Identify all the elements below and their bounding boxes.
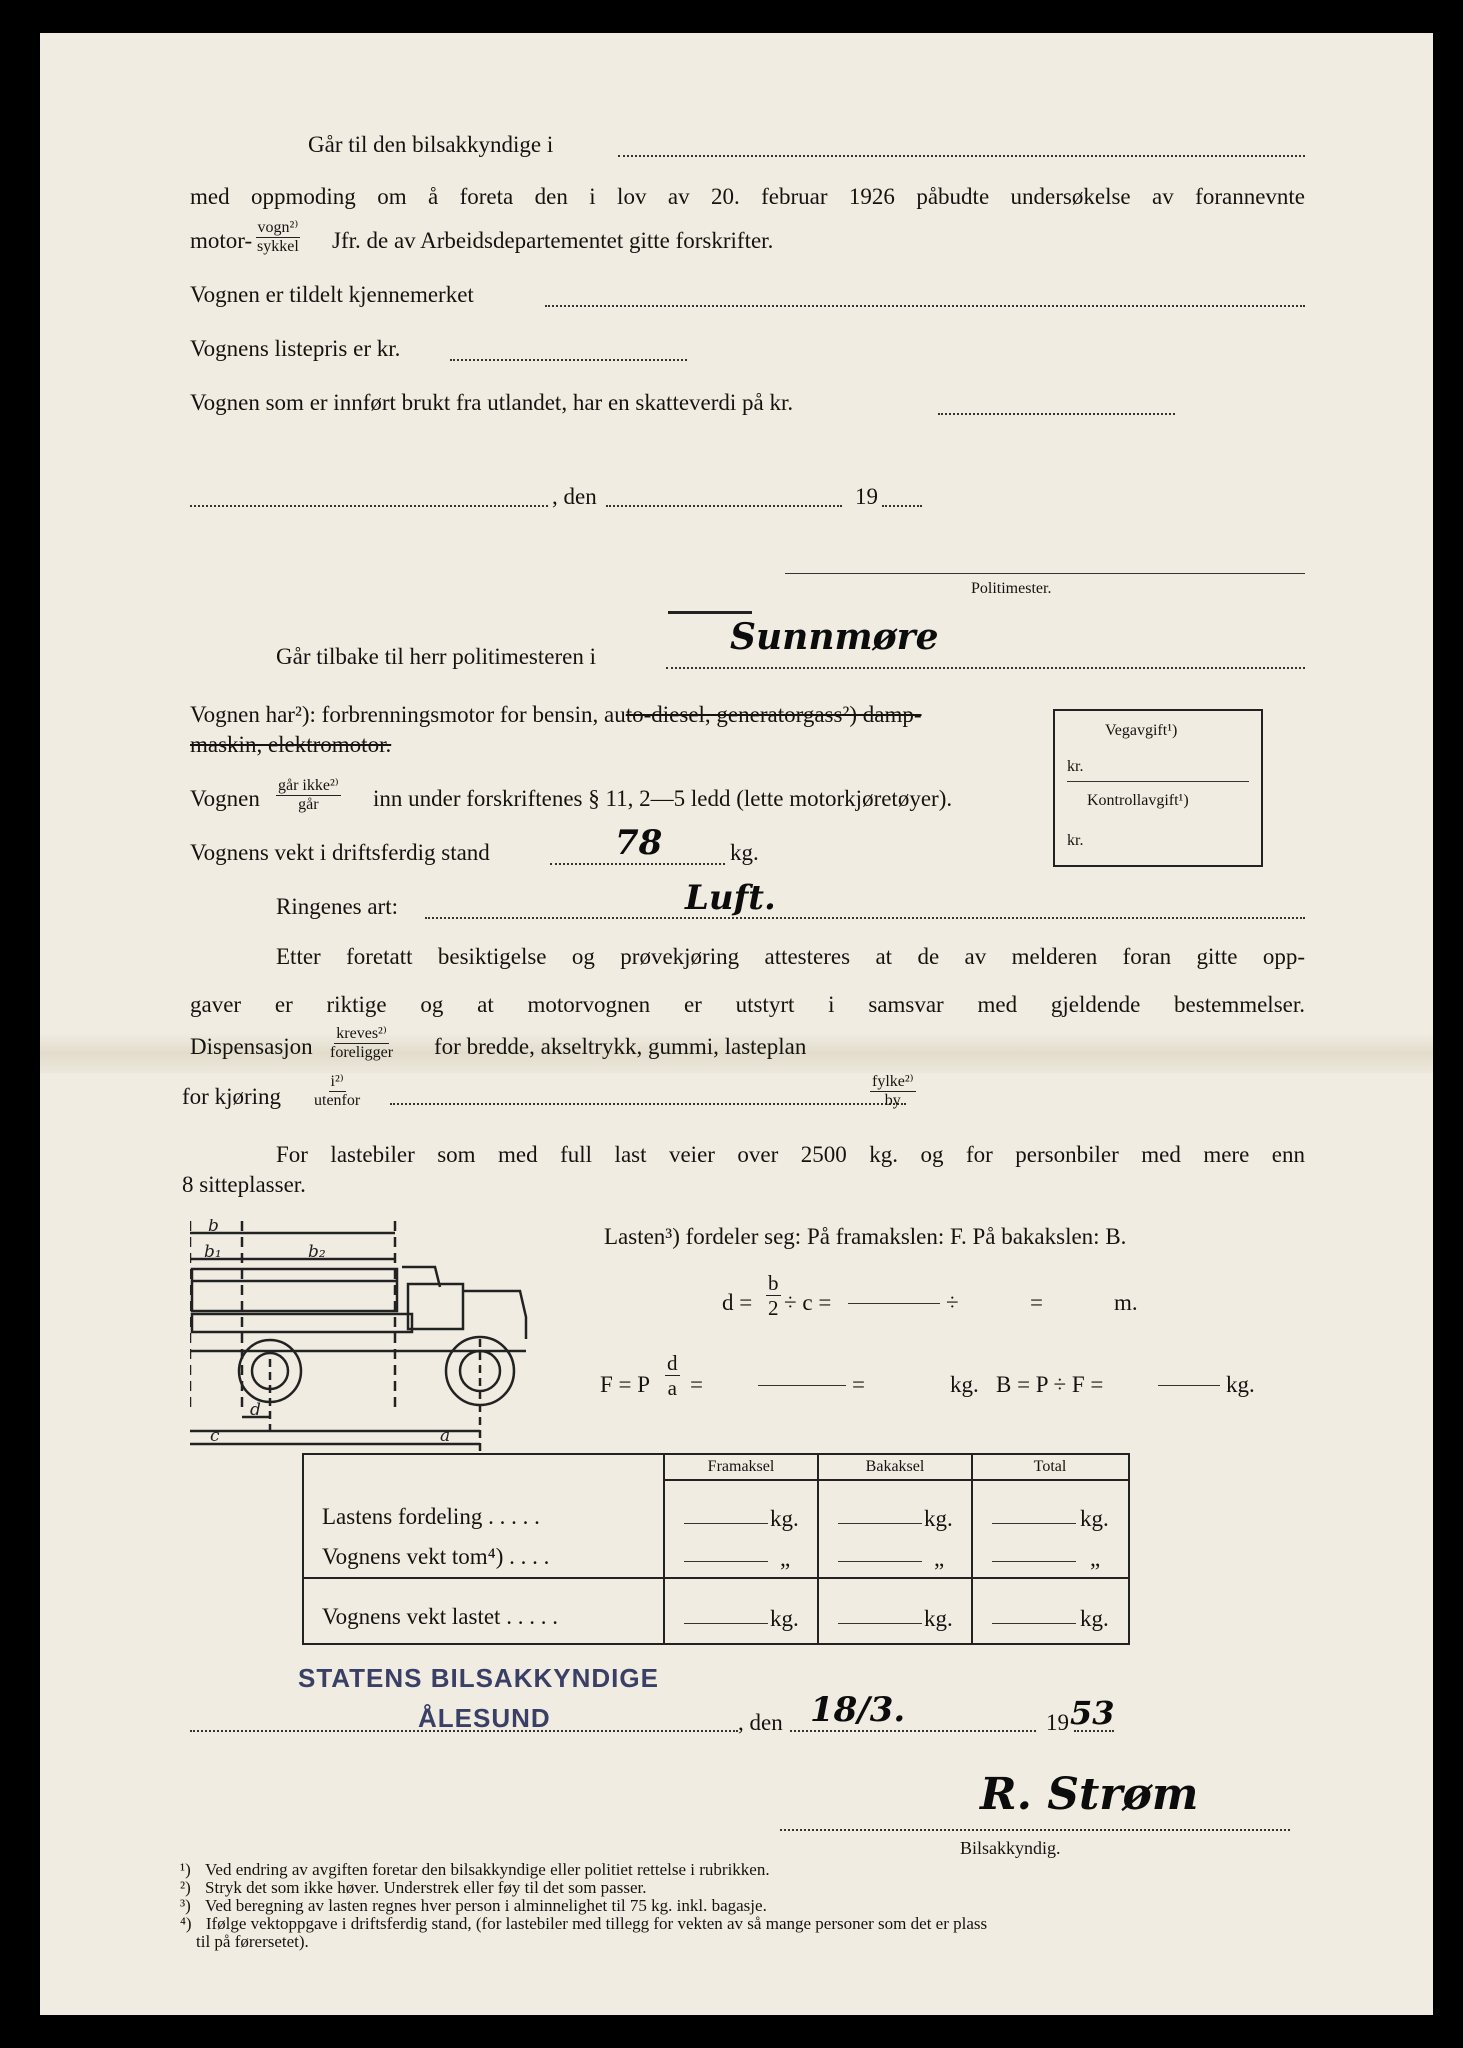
table-unit-r3-c3: kg. bbox=[1080, 1606, 1109, 1631]
diagram-label-c: c bbox=[210, 1426, 220, 1446]
lastebil-intro-2: 8 sitteplasser. bbox=[182, 1172, 306, 1197]
kjoring-field[interactable] bbox=[390, 1103, 906, 1105]
disp-suffix: for bredde, akseltrykk, gummi, lasteplan bbox=[434, 1034, 807, 1059]
gaar-fraction bbox=[276, 777, 341, 815]
document-page bbox=[40, 33, 1433, 2015]
return-handwritten: Sunnmøre bbox=[730, 616, 939, 658]
ring-field[interactable] bbox=[425, 917, 1305, 919]
table-cell-r2-c1[interactable] bbox=[684, 1561, 768, 1562]
table-col-divider-3 bbox=[971, 1455, 973, 1643]
formula-d-field1[interactable] bbox=[848, 1303, 940, 1304]
formula-b: B = P ÷ F = bbox=[996, 1372, 1104, 1397]
kjoring-frac-bottom: utenfor bbox=[314, 1092, 361, 1110]
formula-f-eq2: = bbox=[852, 1372, 865, 1397]
motor-prefix: motor- bbox=[190, 228, 253, 253]
stamp-line-2: ÅLESUND bbox=[418, 1703, 551, 1733]
lastebil-intro-1: For lastebiler som med full last veier over 2500 kg. og for personbiler med mere enn bbox=[276, 1142, 1305, 1167]
formula-f-num: d bbox=[667, 1351, 678, 1375]
vegavgift-label: Vegavgift¹) bbox=[1105, 722, 1178, 739]
vekt-label: Vognens vekt i driftsferdig stand bbox=[190, 840, 490, 865]
engine-intro: Vognen har²): forbrenningsmotor for bensin, au bbox=[190, 702, 626, 727]
section-divider bbox=[668, 611, 752, 614]
table-cell-r3-c1[interactable] bbox=[684, 1623, 768, 1624]
motor-frac-top: vogn²⁾ bbox=[256, 219, 301, 238]
fee-box bbox=[1053, 709, 1263, 867]
formula-d-num: b bbox=[768, 1271, 779, 1295]
vegavgift-kr: kr. bbox=[1067, 758, 1084, 775]
ring-handwritten: Luft. bbox=[685, 878, 776, 918]
date-field[interactable] bbox=[606, 505, 842, 507]
place-field[interactable] bbox=[190, 505, 548, 507]
footnote-3-text: Ved beregning av lasten regnes hver person i alminnelighet til 75 kg. inkl. bagasje. bbox=[205, 1896, 767, 1915]
formula-d-unit: m. bbox=[1114, 1290, 1138, 1315]
engine-struck-1: to-diesel, generatorgass²) damp- bbox=[625, 702, 922, 727]
table-col-divider-1 bbox=[663, 1455, 665, 1643]
table-unit-r2-c2: „ bbox=[934, 1546, 945, 1571]
truck-diagram bbox=[190, 1219, 600, 1459]
formula-d-rest: ÷ c = bbox=[784, 1290, 832, 1315]
bilsakkyndige-label: Går til den bilsakkyndige i bbox=[308, 132, 554, 157]
stamp-line-1: STATENS BILSAKKYNDIGE bbox=[298, 1663, 659, 1693]
footnote-2 bbox=[180, 1879, 987, 1897]
attest-line2: gaver er riktige og at motorvognen er utstyrt i samsvar med gjeldende bestemmelser. bbox=[190, 992, 1305, 1017]
forskrifter-text: Jfr. de av Arbeidsdepartementet gitte forskrifter. bbox=[332, 228, 774, 253]
sig-year-prefix: 19 bbox=[1046, 1710, 1069, 1735]
footnote-1 bbox=[180, 1861, 987, 1879]
table-row-label-3: Vognens vekt lastet . . . . . bbox=[322, 1604, 558, 1629]
formula-d-den: 2 bbox=[768, 1296, 779, 1321]
footnote-4-mark: ⁴) bbox=[180, 1914, 192, 1933]
sig-date-handwritten: 18/3. bbox=[810, 1690, 906, 1730]
attest-line1: Etter foretatt besiktigelse og prøvekjøring attesteres at de av melderen foran gitte opp- bbox=[276, 944, 1305, 969]
sig-year-handwritten: 53 bbox=[1070, 1694, 1115, 1732]
table-row-label-1: Lastens fordeling . . . . . bbox=[322, 1504, 540, 1529]
den-label: , den bbox=[552, 484, 597, 509]
gaar-prefix: Vognen bbox=[190, 786, 260, 811]
formula-d-div: ÷ bbox=[946, 1290, 959, 1315]
table-unit-r3-c2: kg. bbox=[924, 1606, 953, 1631]
disp-prefix: Dispensasjon bbox=[190, 1034, 313, 1059]
formula-d-lhs: d = bbox=[722, 1290, 753, 1315]
kjennemerke-field[interactable] bbox=[545, 305, 1305, 307]
vekt-unit: kg. bbox=[730, 840, 759, 865]
table-unit-r1-c1: kg. bbox=[770, 1506, 799, 1531]
fylke-frac-top: fylke²⁾ bbox=[870, 1073, 916, 1092]
table-col-divider-2 bbox=[817, 1455, 819, 1643]
diagram-label-b: b bbox=[208, 1219, 219, 1236]
sig-date-field[interactable] bbox=[790, 1730, 1036, 1732]
formula-f-lhs: F = P bbox=[600, 1372, 651, 1397]
politimester-signature-line[interactable] bbox=[785, 573, 1305, 574]
diagram-label-b2: b₂ bbox=[308, 1242, 326, 1262]
formula-b-kg: kg. bbox=[1226, 1372, 1255, 1397]
footnote-3 bbox=[180, 1897, 987, 1915]
table-cell-r1-c3[interactable] bbox=[992, 1523, 1076, 1524]
formula-f-field[interactable] bbox=[758, 1385, 846, 1386]
table-total-rule bbox=[304, 1577, 1128, 1579]
diagram-label-d: d bbox=[250, 1400, 261, 1420]
return-field[interactable] bbox=[666, 667, 1305, 669]
table-cell-r1-c1[interactable] bbox=[684, 1523, 768, 1524]
kjoring-frac-top: i²⁾ bbox=[329, 1073, 346, 1092]
table-cell-r2-c2[interactable] bbox=[838, 1561, 922, 1562]
formula-f-fraction bbox=[665, 1351, 680, 1400]
return-label: Går tilbake til herr politimesteren i bbox=[276, 644, 596, 669]
engine-struck-2: maskin, elektromotor. bbox=[190, 732, 392, 757]
engine-text-line1 bbox=[190, 703, 922, 726]
table-unit-r1-c3: kg. bbox=[1080, 1506, 1109, 1531]
footnote-4-cont-text: til på førersetet). bbox=[196, 1932, 309, 1951]
table-header-bakaksel: Bakaksel bbox=[865, 1458, 925, 1475]
table-unit-r3-c1: kg. bbox=[770, 1606, 799, 1631]
fylke-frac-bottom: by bbox=[884, 1092, 901, 1110]
inspector-signature: R. Strøm bbox=[980, 1769, 1199, 1820]
motor-frac-bottom: sykkel bbox=[257, 238, 299, 256]
footnote-1-mark: ¹) bbox=[180, 1860, 191, 1879]
footnote-2-mark: ²) bbox=[180, 1878, 191, 1897]
sig-den-label: , den bbox=[738, 1710, 783, 1735]
lasten-text: Lasten³) fordeler seg: På framakslen: F. På bakakslen: B. bbox=[604, 1224, 1127, 1249]
disp-frac-bottom: foreligger bbox=[330, 1044, 394, 1062]
disp-fraction bbox=[328, 1025, 395, 1063]
vegavgift-field[interactable] bbox=[1067, 781, 1249, 782]
formula-f-eq1: = bbox=[690, 1372, 703, 1397]
footnote-2-text: Stryk det som ikke høver. Understrek eller føy til det som passer. bbox=[205, 1878, 647, 1897]
kontrollavgift-label: Kontrollavgift¹) bbox=[1087, 792, 1189, 809]
diagram-label-a: a bbox=[440, 1426, 451, 1446]
table-cell-r3-c3[interactable] bbox=[992, 1623, 1076, 1624]
footnote-3-mark: ³) bbox=[180, 1896, 191, 1915]
footnotes bbox=[180, 1861, 987, 1951]
formula-f-kg: kg. bbox=[950, 1372, 979, 1397]
year-field[interactable] bbox=[882, 505, 922, 507]
year-prefix: 19 bbox=[855, 484, 878, 509]
table-unit-r1-c2: kg. bbox=[924, 1506, 953, 1531]
bilsakkyndige-field[interactable] bbox=[618, 155, 1305, 157]
table-row-label-2: Vognens vekt tom⁴) . . . . bbox=[322, 1544, 550, 1569]
gaar-frac-top: går ikke²⁾ bbox=[276, 777, 341, 796]
table-unit-r2-c3: „ bbox=[1090, 1546, 1101, 1571]
gaar-suffix: inn under forskriftenes § 11, 2—5 ledd (lette motorkjøretøyer). bbox=[373, 786, 953, 811]
formula-d-eq: = bbox=[1030, 1290, 1043, 1315]
vekt-field[interactable] bbox=[550, 863, 725, 865]
formula-d-fraction bbox=[766, 1271, 781, 1320]
footnote-1-text: Ved endring av avgiften foretar den bilsakkyndige eller politiet rettelse i rubrikken. bbox=[205, 1860, 770, 1879]
formula-f-den: a bbox=[667, 1376, 677, 1401]
table-header-rule bbox=[665, 1479, 1128, 1481]
formula-b-field[interactable] bbox=[1158, 1385, 1220, 1386]
vekt-handwritten: 78 bbox=[615, 823, 663, 863]
place-signature-field[interactable] bbox=[190, 1730, 738, 1732]
gaar-frac-bottom: går bbox=[298, 796, 319, 814]
politimester-title: Politimester. bbox=[971, 580, 1052, 597]
inspector-signature-line[interactable] bbox=[780, 1829, 1290, 1831]
table-cell-r1-c2[interactable] bbox=[838, 1523, 922, 1524]
kjoring-prefix: for kjøring bbox=[182, 1084, 282, 1109]
table-cell-r3-c2[interactable] bbox=[838, 1623, 922, 1624]
listepris-label: Vognens listepris er kr. bbox=[190, 336, 401, 361]
kontrollavgift-kr: kr. bbox=[1067, 832, 1084, 849]
table-cell-r2-c3[interactable] bbox=[992, 1561, 1076, 1562]
skatteverdi-label: Vognen som er innført brukt fra utlandet, har en skatteverdi på kr. bbox=[190, 390, 794, 415]
table-unit-r2-c1: „ bbox=[780, 1546, 791, 1571]
footnote-4-cont bbox=[180, 1933, 987, 1951]
inspector-title: Bilsakkyndig. bbox=[960, 1838, 1061, 1858]
disp-frac-top: kreves²⁾ bbox=[334, 1025, 388, 1044]
fylke-fraction bbox=[870, 1073, 916, 1111]
diagram-label-b1: b₁ bbox=[204, 1242, 222, 1262]
motor-fraction bbox=[255, 219, 301, 257]
kjennemerke-label: Vognen er tildelt kjennemerket bbox=[190, 282, 474, 307]
table-header-total: Total bbox=[1033, 1458, 1067, 1475]
distribution-table bbox=[302, 1453, 1130, 1645]
footnote-4-text: Ifølge vektoppgave i driftsferdig stand, (for lastebiler med tillegg for vekten av så mange personer som det er plass bbox=[205, 1914, 988, 1933]
footnote-4 bbox=[180, 1915, 987, 1933]
kjoring-fraction bbox=[312, 1073, 362, 1111]
listepris-field[interactable] bbox=[450, 359, 687, 361]
oppmoding-text: med oppmoding om å foreta den i lov av 20. februar 1926 påbudte undersøkelse av forannevnte bbox=[190, 184, 1305, 209]
table-header-framaksel: Framaksel bbox=[707, 1458, 775, 1475]
ring-label: Ringenes art: bbox=[276, 894, 398, 919]
skatteverdi-field[interactable] bbox=[938, 413, 1175, 415]
